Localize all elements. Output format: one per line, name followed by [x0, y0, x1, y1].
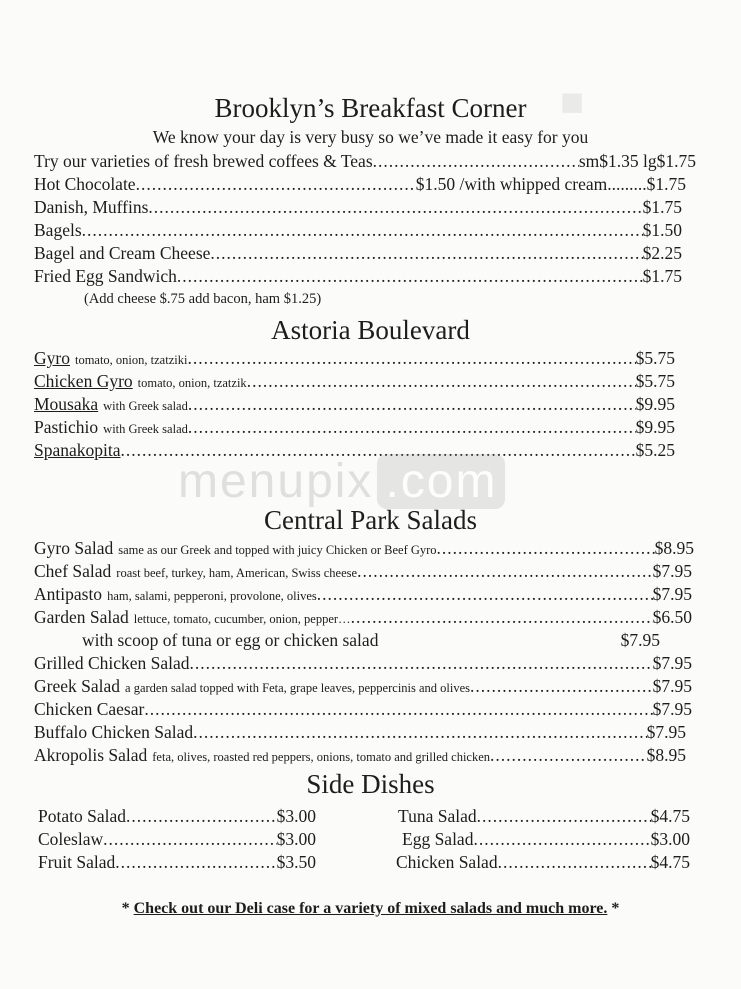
menu-item	[402, 828, 690, 850]
breakfast-note: (Add cheese $.75 add bacon, ham $1.25)	[84, 291, 322, 307]
item-description: tomato, onion, tzatzik	[137, 376, 247, 390]
item-price: $2.25	[642, 243, 682, 263]
menu-item	[34, 606, 692, 630]
item-name: Chicken Gyro	[34, 371, 133, 391]
item-price: $8.95	[654, 538, 694, 558]
menu-item	[34, 698, 692, 720]
salads-title: Central Park Salads	[264, 505, 477, 535]
item-price: $7.95	[652, 561, 692, 581]
item-name: Fried Egg Sandwich	[34, 266, 177, 286]
item-description: feta, olives, roasted red peppers, onions, tomato and grilled chicken	[152, 750, 491, 764]
menu-item	[34, 150, 696, 172]
menu-item	[396, 851, 690, 873]
item-price: $1.75	[642, 266, 682, 286]
item-name: Pastichio	[34, 417, 99, 437]
menu-item	[398, 805, 690, 827]
item-price: $7.95	[652, 584, 692, 604]
item-price: $5.25	[635, 440, 675, 460]
item-name: Chef Salad	[34, 561, 112, 581]
menu-item	[34, 537, 694, 561]
item-price: $5.75	[635, 371, 675, 391]
item-price: $3.50	[276, 852, 316, 872]
item-price: $1.75	[642, 197, 682, 217]
item-name: with scoop of tuna or egg or chicken salad	[82, 630, 379, 650]
item-price: $9.95	[635, 394, 675, 414]
item-price: $5.75	[635, 348, 675, 368]
menu-item	[34, 416, 675, 440]
item-price: $3.00	[650, 829, 690, 849]
menu-item	[34, 721, 686, 743]
item-price: $7.95	[646, 722, 686, 742]
menu-item	[34, 242, 682, 264]
item-description: lettuce, tomato, cucumber, onion, pepper…	[133, 612, 351, 626]
item-description: roast beef, turkey, ham, American, Swiss cheese	[116, 566, 358, 580]
item-price: $7.95	[620, 630, 660, 650]
item-price: $7.95	[652, 653, 692, 673]
item-description: same as our Greek and topped with juicy Chicken or Beef Gyro	[118, 543, 437, 557]
item-name: Grilled Chicken Salad	[34, 653, 190, 673]
breakfast-tagline: We know your day is very busy so we’ve made it easy for you	[152, 127, 589, 147]
item-description: tomato, onion, tzatziki	[74, 353, 188, 367]
astoria-title: Astoria Boulevard	[271, 315, 470, 345]
item-name: Mousaka	[34, 394, 99, 414]
item-name: Antipasto	[34, 584, 103, 604]
menu-item	[38, 805, 316, 827]
menu-item	[34, 583, 692, 607]
item-price: $7.95	[652, 699, 692, 719]
menu-item	[34, 219, 682, 241]
menu-item	[34, 173, 686, 195]
item-name: Potato Salad	[38, 806, 126, 826]
item-name: Akropolis Salad	[34, 745, 148, 765]
item-name: Bagel and Cream Cheese	[34, 243, 211, 263]
item-name: Gyro Salad	[34, 538, 114, 558]
item-price: $3.00	[276, 806, 316, 826]
item-name: Coleslaw	[38, 829, 104, 849]
item-price: $8.95	[646, 745, 686, 765]
item-description: ham, salami, pepperoni, provolone, olives	[107, 589, 317, 603]
item-name: Danish, Muffins	[34, 197, 149, 217]
menu-item	[38, 828, 316, 850]
item-price: sm$1.35 lg$1.75	[578, 151, 696, 171]
item-description: a garden salad topped with Feta, grape leaves, peppercinis and olives	[125, 681, 471, 695]
item-name: Hot Chocolate	[34, 174, 136, 194]
deli-footnote: * Check out our Deli case for a variety of mixed salads and much more. *	[121, 900, 620, 917]
item-name: Garden Salad	[34, 607, 129, 627]
menupix-watermark: menupix .com	[178, 454, 505, 509]
item-name: Bagels	[34, 220, 82, 240]
item-name: Greek Salad	[34, 676, 121, 696]
sides-title: Side Dishes	[306, 769, 435, 799]
item-name: Tuna Salad	[398, 806, 477, 826]
item-name: Chicken Caesar	[34, 699, 145, 719]
menu-item	[34, 744, 686, 768]
item-price: $7.95	[652, 676, 692, 696]
menu-item	[34, 652, 692, 674]
menu-item	[34, 347, 675, 371]
item-name: Gyro	[34, 348, 70, 368]
item-name: Chicken Salad	[396, 852, 498, 872]
item-name: Try our varieties of fresh brewed coffees & Teas	[34, 151, 373, 171]
menu-item	[34, 196, 682, 218]
menu-item	[34, 675, 692, 699]
menu-item	[38, 851, 316, 873]
menu-item	[82, 629, 660, 651]
item-price: $3.00	[276, 829, 316, 849]
item-price: $6.50	[652, 607, 692, 627]
item-price: $9.95	[635, 417, 675, 437]
item-description: with Greek salad	[103, 422, 188, 436]
menu-item	[34, 370, 675, 394]
item-name: Fruit Salad	[38, 852, 116, 872]
menu-item	[34, 265, 682, 287]
menu-item	[34, 560, 692, 584]
item-price: $1.50	[642, 220, 682, 240]
item-price: $4.75	[650, 852, 690, 872]
item-price: $4.75	[650, 806, 690, 826]
breakfast-title: Brooklyn’s Breakfast Corner	[214, 93, 527, 123]
item-name: Buffalo Chicken Salad	[34, 722, 194, 742]
item-name: Spanakopita	[34, 440, 121, 460]
menu-item	[34, 393, 675, 417]
ghost-print-top: ■	[560, 80, 585, 124]
item-price: $1.50 /with whipped cream.........$1.75	[415, 174, 686, 194]
item-name: Egg Salad	[402, 829, 474, 849]
item-description: with Greek salad	[103, 399, 188, 413]
